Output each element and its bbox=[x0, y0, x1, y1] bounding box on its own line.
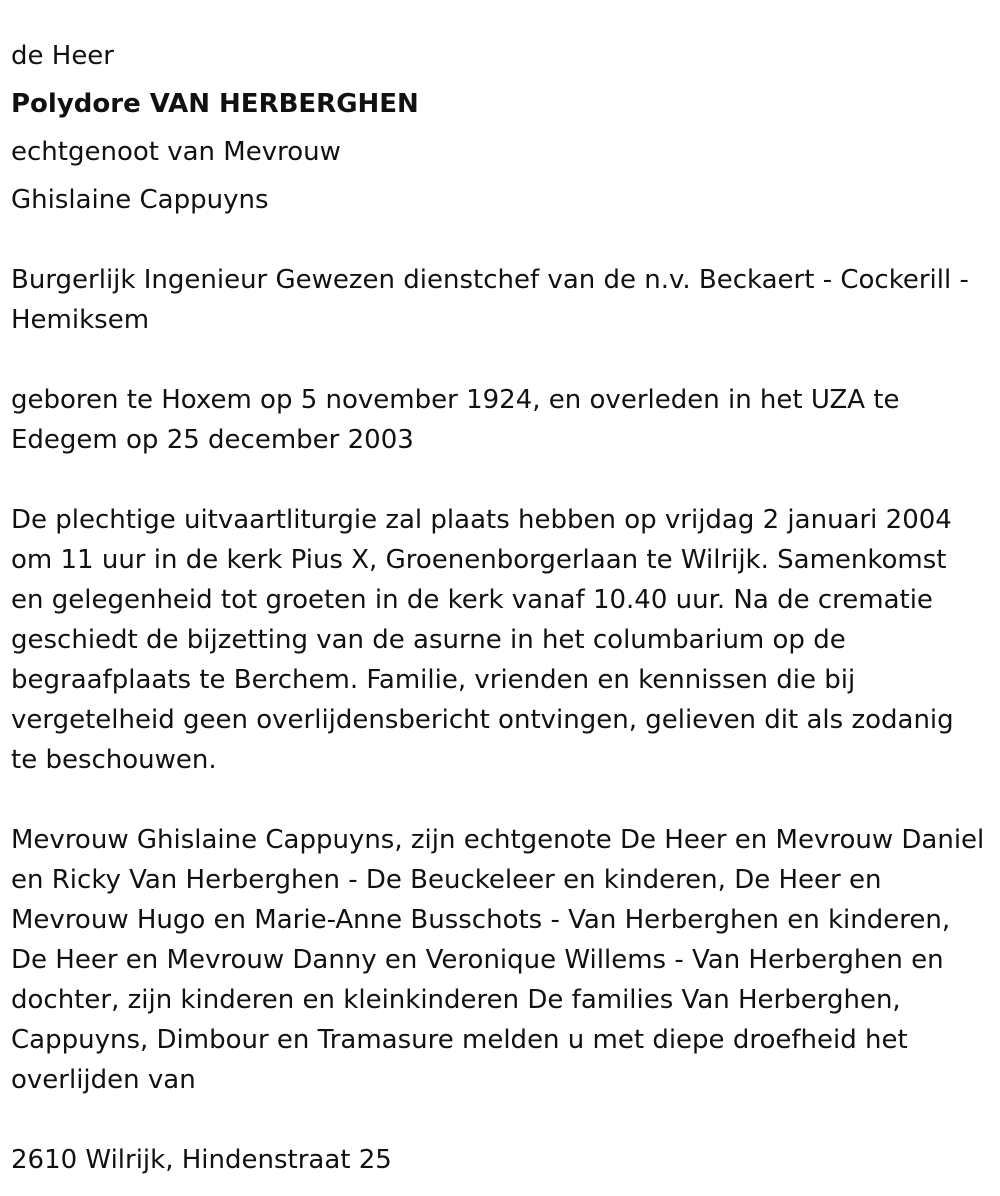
spouse-intro: echtgenoot van Mevrouw bbox=[11, 137, 341, 167]
birth-death-paragraph: geboren te Hoxem op 5 november 1924, en overleden in het UZA te Edegem op 25 december 2003 bbox=[11, 385, 900, 455]
family-paragraph: Mevrouw Ghislaine Cappuyns, zijn echtgenote De Heer en Mevrouw Daniel en Ricky Van Herberghen - De Beuckeleer en kinderen, De Heer en Mevrouw Hugo en Marie-Anne Busschots - Van Herberghen en kinderen, De Heer en Mevrouw Danny en Veronique Willems - Van Herberghen en dochter, zijn kinderen en kleinkinderen De families Van Herberghen, Cappuyns, Dimbour en Tramasure melden u met diepe droefheid het overlijden van bbox=[11, 825, 985, 1095]
salutation: de Heer bbox=[11, 41, 114, 71]
deceased-name: Polydore VAN HERBERGHEN bbox=[11, 89, 419, 119]
address: 2610 Wilrijk, Hindenstraat 25 bbox=[11, 1145, 392, 1175]
profession-paragraph: Burgerlijk Ingenieur Gewezen dienstchef van de n.v. Beckaert - Cockerill - Hemiksem bbox=[11, 265, 969, 335]
spouse-name: Ghislaine Cappuyns bbox=[11, 185, 269, 215]
ceremony-paragraph: De plechtige uitvaartliturgie zal plaats hebben op vrijdag 2 januari 2004 om 11 uur in de kerk Pius X, Groenenborgerlaan te Wilrijk. Samenkomst en gelegenheid tot groeten in de kerk vanaf 10.40 uur. Na de crematie geschiedt de bijzetting van de asurne in het columbarium op de begraafplaats te Berchem. Familie, vrienden en kennissen die bij vergetelheid geen overlijdensbericht ontvingen, gelieven dit als zodanig te beschouwen. bbox=[11, 505, 954, 775]
